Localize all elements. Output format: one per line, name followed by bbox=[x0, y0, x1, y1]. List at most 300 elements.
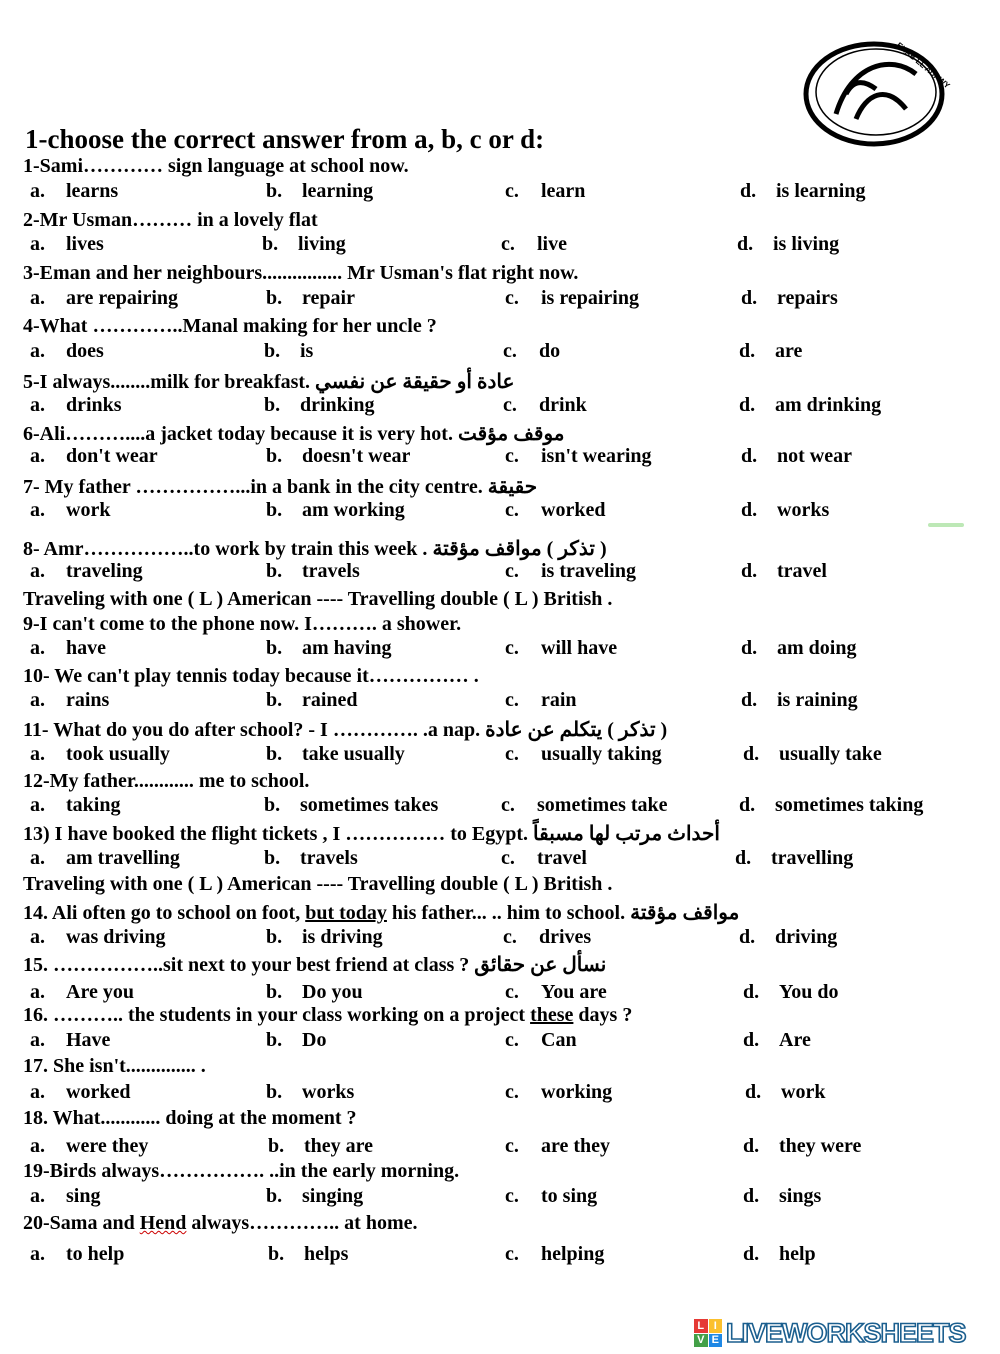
option-text: am doing bbox=[777, 637, 857, 659]
answer-option[interactable] bbox=[505, 445, 652, 468]
answer-option[interactable] bbox=[266, 926, 383, 949]
option-letter: b. bbox=[266, 1081, 283, 1103]
option-letter: d. bbox=[741, 689, 758, 711]
answer-option[interactable] bbox=[741, 287, 838, 310]
option-text: worked bbox=[541, 499, 606, 521]
option-text: is living bbox=[773, 233, 840, 255]
arabic-hint: ( تذكر ) يتكلم عن عادة bbox=[485, 719, 668, 741]
answer-option[interactable] bbox=[264, 394, 374, 417]
option-text: driving bbox=[775, 926, 838, 948]
option-text: is learning bbox=[776, 180, 866, 202]
question-text bbox=[23, 1055, 206, 1078]
option-letter: a. bbox=[30, 743, 45, 765]
spelling-note: Traveling with one ( L ) American ---- Travelling double ( L ) British . bbox=[23, 588, 613, 610]
option-letter: a. bbox=[30, 1029, 45, 1051]
option-text: they are bbox=[304, 1135, 374, 1157]
answer-option[interactable] bbox=[266, 287, 355, 310]
option-letter: a. bbox=[30, 1185, 45, 1207]
option-letter: d. bbox=[739, 926, 756, 948]
question-text bbox=[23, 369, 514, 394]
question-text bbox=[23, 613, 461, 636]
option-text: live bbox=[537, 233, 567, 255]
option-letter: b. bbox=[264, 847, 281, 869]
option-letter: c. bbox=[501, 794, 515, 816]
answer-option[interactable] bbox=[30, 180, 118, 203]
option-text: drinks bbox=[66, 394, 122, 416]
option-letter: b. bbox=[266, 689, 283, 711]
option-text: helps bbox=[304, 1243, 349, 1265]
option-text: usually taking bbox=[541, 743, 662, 765]
answer-option[interactable] bbox=[266, 499, 405, 522]
option-text: drinking bbox=[300, 394, 375, 416]
answer-option[interactable] bbox=[30, 847, 180, 870]
question-stem: 16. ……….. the students in your class working on a project bbox=[23, 1004, 531, 1026]
option-text: will have bbox=[541, 637, 618, 659]
question-text bbox=[23, 209, 318, 232]
badge-letter: L bbox=[694, 1319, 708, 1333]
author-logo bbox=[796, 24, 956, 154]
option-text: singing bbox=[302, 1185, 364, 1207]
answer-option[interactable] bbox=[741, 499, 829, 522]
option-letter: d. bbox=[740, 180, 757, 202]
answer-option[interactable] bbox=[268, 1135, 373, 1158]
option-letter: d. bbox=[743, 1243, 760, 1265]
question-text bbox=[23, 536, 607, 561]
option-text: isn't wearing bbox=[541, 445, 652, 467]
answer-option[interactable] bbox=[741, 560, 827, 583]
question-text bbox=[23, 952, 606, 977]
liveworksheets-logo bbox=[694, 1318, 966, 1348]
answer-option[interactable] bbox=[739, 926, 837, 949]
option-letter: d. bbox=[743, 743, 760, 765]
answer-option[interactable] bbox=[505, 1135, 610, 1158]
question-stem: 14. Ali often go to school on foot, bbox=[23, 902, 306, 924]
option-letter: a. bbox=[30, 637, 45, 659]
option-text: sing bbox=[66, 1185, 101, 1207]
option-text: working bbox=[541, 1081, 613, 1103]
option-text: rains bbox=[66, 689, 110, 711]
question-stem: 6-Ali………....a jacket today because it is very hot. bbox=[23, 423, 453, 445]
answer-option[interactable] bbox=[266, 1081, 354, 1104]
question-stem: 12-My father............ me to school. bbox=[23, 770, 310, 792]
option-letter: d. bbox=[741, 560, 758, 582]
answer-option[interactable] bbox=[505, 499, 605, 522]
answer-option[interactable] bbox=[505, 1185, 597, 1208]
question-text bbox=[23, 665, 479, 688]
option-letter: a. bbox=[30, 1243, 45, 1265]
option-text: were they bbox=[66, 1135, 149, 1157]
option-letter: c. bbox=[505, 743, 519, 765]
option-letter: a. bbox=[30, 847, 45, 869]
answer-option[interactable] bbox=[30, 1243, 124, 1266]
question-text bbox=[23, 1212, 418, 1235]
option-letter: b. bbox=[264, 394, 281, 416]
answer-option[interactable] bbox=[503, 926, 591, 949]
answer-option[interactable] bbox=[264, 847, 358, 870]
answer-option[interactable] bbox=[501, 847, 587, 870]
answer-option[interactable] bbox=[266, 445, 410, 468]
option-letter: d. bbox=[739, 340, 756, 362]
option-text: learn bbox=[541, 180, 586, 202]
answer-option[interactable] bbox=[740, 180, 865, 203]
question-stem: 17. She isn't.............. . bbox=[23, 1055, 206, 1077]
answer-option[interactable] bbox=[30, 794, 120, 817]
option-letter: a. bbox=[30, 180, 45, 202]
option-letter: b. bbox=[266, 560, 283, 582]
arabic-hint: ( تذكر ) مواقف مؤقتة bbox=[432, 538, 607, 560]
option-text: learning bbox=[302, 180, 374, 202]
option-text: travels bbox=[302, 560, 360, 582]
arabic-hint: عادة أو حقيقة عن نفسي bbox=[315, 371, 515, 393]
option-text: worked bbox=[66, 1081, 131, 1103]
option-text: is bbox=[300, 340, 314, 362]
answer-option[interactable] bbox=[737, 233, 839, 256]
answer-option[interactable] bbox=[30, 233, 104, 256]
option-text: Can bbox=[541, 1029, 577, 1051]
question-stem: 20-Sama and bbox=[23, 1212, 140, 1234]
answer-option[interactable] bbox=[505, 689, 577, 712]
answer-option[interactable] bbox=[30, 637, 106, 660]
question-stem: 1-Sami………… sign language at school now. bbox=[23, 155, 409, 177]
option-text: was driving bbox=[66, 926, 166, 948]
option-letter: c. bbox=[505, 180, 519, 202]
question-stem: 18. What............ doing at the moment ? bbox=[23, 1107, 357, 1129]
answer-option[interactable] bbox=[266, 981, 363, 1004]
decorative-line bbox=[928, 523, 964, 527]
option-text: are bbox=[775, 340, 803, 362]
option-letter: a. bbox=[30, 233, 45, 255]
option-text: is driving bbox=[302, 926, 383, 948]
badge-letter: E bbox=[709, 1334, 723, 1348]
option-letter: b. bbox=[264, 794, 281, 816]
option-letter: b. bbox=[266, 926, 283, 948]
option-text: drives bbox=[539, 926, 592, 948]
question-stem: 10- We can't play tennis today because it…………… . bbox=[23, 665, 479, 687]
answer-option[interactable] bbox=[505, 1081, 612, 1104]
option-letter: b. bbox=[268, 1135, 285, 1157]
option-letter: d. bbox=[735, 847, 752, 869]
option-letter: c. bbox=[503, 340, 517, 362]
badge-letter: V bbox=[694, 1334, 708, 1348]
page-title: 1-choose the correct answer from a, b, c or d: bbox=[25, 124, 545, 154]
answer-option[interactable] bbox=[30, 1135, 148, 1158]
option-letter: c. bbox=[505, 689, 519, 711]
question-text bbox=[23, 474, 537, 499]
option-letter: c. bbox=[501, 847, 515, 869]
question-text bbox=[23, 1004, 632, 1027]
option-letter: a. bbox=[30, 445, 45, 467]
answer-option[interactable] bbox=[266, 637, 391, 660]
option-text: travel bbox=[777, 560, 827, 582]
option-letter: a. bbox=[30, 981, 45, 1003]
option-text: Do you bbox=[302, 981, 363, 1003]
question-stem: 15. ……………..sit next to your best friend at class ? bbox=[23, 954, 470, 976]
brand-name: LIVEWORKSHEETS bbox=[726, 1317, 966, 1348]
arabic-hint: أحداث مرتب لها مسبقاً bbox=[533, 823, 720, 845]
answer-option[interactable] bbox=[741, 445, 852, 468]
option-letter: b. bbox=[264, 340, 281, 362]
question-text bbox=[23, 421, 565, 446]
answer-option[interactable] bbox=[503, 340, 560, 363]
option-letter: a. bbox=[30, 926, 45, 948]
option-text: is raining bbox=[777, 689, 858, 711]
option-letter: c. bbox=[505, 1029, 519, 1051]
arabic-hint: حقيقة bbox=[487, 476, 538, 498]
option-text: travel bbox=[537, 847, 587, 869]
question-text bbox=[23, 155, 409, 178]
question-text bbox=[23, 262, 578, 285]
logo-latin-text: EHAB EL ADAWY bbox=[894, 40, 952, 91]
option-text: to help bbox=[66, 1243, 125, 1265]
answer-option[interactable] bbox=[30, 394, 122, 417]
option-letter: b. bbox=[266, 981, 283, 1003]
option-text: works bbox=[302, 1081, 355, 1103]
question-text bbox=[23, 821, 720, 846]
question-stem: 4-What …………..Manal making for her uncle ? bbox=[23, 315, 437, 337]
answer-option[interactable] bbox=[30, 743, 170, 766]
option-letter: c. bbox=[505, 560, 519, 582]
underlined-keyword: but today bbox=[305, 902, 387, 924]
answer-option[interactable] bbox=[266, 180, 373, 203]
answer-option[interactable] bbox=[30, 689, 109, 712]
answer-option[interactable] bbox=[266, 1185, 363, 1208]
answer-option[interactable] bbox=[505, 560, 636, 583]
option-text: works bbox=[777, 499, 830, 521]
answer-option[interactable] bbox=[30, 1029, 110, 1052]
option-letter: b. bbox=[266, 1185, 283, 1207]
answer-option[interactable] bbox=[266, 560, 360, 583]
arabic-hint: موقف مؤقت bbox=[457, 423, 565, 445]
question-stem: 2-Mr Usman……… in a lovely flat bbox=[23, 209, 318, 231]
option-letter: c. bbox=[505, 1243, 519, 1265]
option-letter: c. bbox=[501, 233, 515, 255]
option-letter: d. bbox=[743, 1185, 760, 1207]
badge-letter: I bbox=[709, 1319, 723, 1333]
question-stem: 13) I have booked the flight tickets , I …………… to Egypt. bbox=[23, 823, 529, 845]
answer-option[interactable] bbox=[503, 394, 587, 417]
option-text: am having bbox=[302, 637, 392, 659]
option-text: taking bbox=[66, 794, 121, 816]
option-text: help bbox=[779, 1243, 816, 1265]
option-text: is traveling bbox=[541, 560, 636, 582]
answer-option[interactable] bbox=[505, 637, 617, 660]
option-text: they were bbox=[779, 1135, 862, 1157]
option-letter: b. bbox=[266, 743, 283, 765]
answer-option[interactable] bbox=[30, 926, 165, 949]
answer-option[interactable] bbox=[30, 287, 178, 310]
option-text: work bbox=[66, 499, 111, 521]
spelling-note: Traveling with one ( L ) American ---- Travelling double ( L ) British . bbox=[23, 873, 613, 895]
option-text: traveling bbox=[66, 560, 143, 582]
question-text bbox=[23, 900, 739, 925]
question-text bbox=[23, 1107, 357, 1130]
option-letter: c. bbox=[505, 1081, 519, 1103]
option-text: travelling bbox=[771, 847, 854, 869]
option-letter: b. bbox=[266, 445, 283, 467]
option-text: are they bbox=[541, 1135, 611, 1157]
option-letter: b. bbox=[266, 180, 283, 202]
answer-option[interactable] bbox=[505, 1029, 577, 1052]
question-stem-end: days ? bbox=[573, 1004, 633, 1026]
answer-option[interactable] bbox=[743, 981, 838, 1004]
answer-option[interactable] bbox=[739, 340, 802, 363]
option-letter: c. bbox=[505, 287, 519, 309]
option-letter: a. bbox=[30, 340, 45, 362]
option-text: took usually bbox=[66, 743, 170, 765]
option-letter: d. bbox=[745, 1081, 762, 1103]
question-stem: 8- Amr……………..to work by train this week . bbox=[23, 538, 428, 560]
answer-option[interactable] bbox=[743, 1029, 811, 1052]
option-letter: d. bbox=[741, 499, 758, 521]
option-letter: a. bbox=[30, 560, 45, 582]
answer-option[interactable] bbox=[743, 743, 882, 766]
answer-option[interactable] bbox=[505, 743, 662, 766]
answer-option[interactable] bbox=[30, 340, 104, 363]
answer-option[interactable] bbox=[266, 743, 405, 766]
option-text: am travelling bbox=[66, 847, 180, 869]
answer-option[interactable] bbox=[30, 1185, 100, 1208]
question-text bbox=[23, 770, 309, 793]
option-letter: c. bbox=[503, 394, 517, 416]
answer-option[interactable] bbox=[745, 1081, 825, 1104]
answer-option[interactable] bbox=[264, 794, 438, 817]
question-stem: 11- What do you do after school? - I …………. .a nap. bbox=[23, 719, 481, 741]
option-letter: c. bbox=[505, 499, 519, 521]
option-text: Are bbox=[779, 1029, 811, 1051]
option-text: rained bbox=[302, 689, 358, 711]
option-text: is repairing bbox=[541, 287, 639, 309]
option-letter: a. bbox=[30, 1081, 45, 1103]
option-letter: c. bbox=[505, 1135, 519, 1157]
answer-option[interactable] bbox=[735, 847, 853, 870]
option-letter: a. bbox=[30, 394, 45, 416]
question-text bbox=[23, 1160, 459, 1183]
option-letter: c. bbox=[505, 981, 519, 1003]
option-text: am working bbox=[302, 499, 405, 521]
option-text: to sing bbox=[541, 1185, 598, 1207]
answer-option[interactable] bbox=[30, 499, 110, 522]
question-stem-end: his father... .. him to school. bbox=[386, 902, 626, 924]
answer-option[interactable] bbox=[30, 981, 134, 1004]
option-text: usually take bbox=[779, 743, 882, 765]
option-letter: b. bbox=[268, 1243, 285, 1265]
option-letter: b. bbox=[266, 637, 283, 659]
option-letter: d. bbox=[739, 794, 756, 816]
answer-option[interactable] bbox=[743, 1135, 861, 1158]
option-letter: d. bbox=[741, 287, 758, 309]
arabic-hint: مواقف مؤقتة bbox=[630, 902, 740, 924]
answer-option[interactable] bbox=[268, 1243, 348, 1266]
option-text: You do bbox=[779, 981, 839, 1003]
option-letter: d. bbox=[739, 394, 756, 416]
answer-option[interactable] bbox=[741, 637, 856, 660]
option-text: take usually bbox=[302, 743, 405, 765]
spellcheck-word: Hend bbox=[139, 1212, 187, 1234]
option-letter: c. bbox=[505, 1185, 519, 1207]
option-text: You are bbox=[541, 981, 607, 1003]
answer-option[interactable] bbox=[739, 794, 923, 817]
answer-option[interactable] bbox=[501, 794, 668, 817]
option-text: not wear bbox=[777, 445, 852, 467]
option-letter: b. bbox=[266, 499, 283, 521]
live-badge-icon bbox=[694, 1319, 722, 1347]
question-stem: 5-I always........milk for breakfast. bbox=[23, 371, 311, 393]
option-letter: c. bbox=[503, 926, 517, 948]
option-letter: d. bbox=[743, 981, 760, 1003]
option-text: repairs bbox=[777, 287, 838, 309]
option-letter: a. bbox=[30, 287, 45, 309]
answer-option[interactable] bbox=[264, 340, 313, 363]
option-text: Do bbox=[302, 1029, 327, 1051]
option-text: are repairing bbox=[66, 287, 179, 309]
answer-option[interactable] bbox=[739, 394, 881, 417]
question-stem: 9-I can't come to the phone now. I………. a shower. bbox=[23, 613, 462, 635]
question-stem: 3-Eman and her neighbours................ Mr Usman's flat right now. bbox=[23, 262, 579, 284]
question-stem: 19-Birds always……………. ..in the early morning. bbox=[23, 1160, 460, 1182]
answer-option[interactable] bbox=[505, 287, 639, 310]
underlined-keyword: these bbox=[530, 1004, 574, 1026]
option-letter: c. bbox=[505, 637, 519, 659]
option-letter: a. bbox=[30, 1135, 45, 1157]
option-letter: d. bbox=[741, 445, 758, 467]
option-text: rain bbox=[541, 689, 577, 711]
answer-option[interactable] bbox=[505, 180, 585, 203]
option-text: have bbox=[66, 637, 106, 659]
arabic-hint: نسأل عن حقائق bbox=[474, 954, 607, 976]
option-text: sometimes taking bbox=[775, 794, 924, 816]
answer-option[interactable] bbox=[30, 445, 158, 468]
answer-option[interactable] bbox=[505, 981, 607, 1004]
option-text: lives bbox=[66, 233, 104, 255]
answer-option[interactable] bbox=[743, 1243, 816, 1266]
option-text: work bbox=[781, 1081, 826, 1103]
option-letter: a. bbox=[30, 794, 45, 816]
option-letter: c. bbox=[505, 445, 519, 467]
option-text: helping bbox=[541, 1243, 605, 1265]
option-letter: a. bbox=[30, 689, 45, 711]
answer-option[interactable] bbox=[262, 233, 346, 256]
question-stem-end: always………….. at home. bbox=[186, 1212, 418, 1234]
option-text: sings bbox=[779, 1185, 822, 1207]
answer-option[interactable] bbox=[30, 1081, 130, 1104]
option-text: Have bbox=[66, 1029, 111, 1051]
option-text: sometimes takes bbox=[300, 794, 439, 816]
option-text: learns bbox=[66, 180, 119, 202]
option-text: Are you bbox=[66, 981, 134, 1003]
answer-option[interactable] bbox=[266, 1029, 326, 1052]
answer-option[interactable] bbox=[743, 1185, 821, 1208]
answer-option[interactable] bbox=[30, 560, 143, 583]
option-letter: d. bbox=[741, 637, 758, 659]
option-text: don't wear bbox=[66, 445, 158, 467]
option-text: do bbox=[539, 340, 561, 362]
option-text: repair bbox=[302, 287, 355, 309]
question-stem: 7- My father ……………...in a bank in the city centre. bbox=[23, 476, 483, 498]
question-text bbox=[23, 315, 437, 338]
answer-option[interactable] bbox=[505, 1243, 604, 1266]
option-letter: a. bbox=[30, 499, 45, 521]
answer-option[interactable] bbox=[741, 689, 858, 712]
option-letter: d. bbox=[743, 1029, 760, 1051]
option-text: sometimes take bbox=[537, 794, 668, 816]
option-text: does bbox=[66, 340, 104, 362]
option-letter: b. bbox=[262, 233, 279, 255]
answer-option[interactable] bbox=[501, 233, 567, 256]
option-letter: d. bbox=[743, 1135, 760, 1157]
answer-option[interactable] bbox=[266, 689, 358, 712]
option-text: am drinking bbox=[775, 394, 882, 416]
option-text: travels bbox=[300, 847, 358, 869]
